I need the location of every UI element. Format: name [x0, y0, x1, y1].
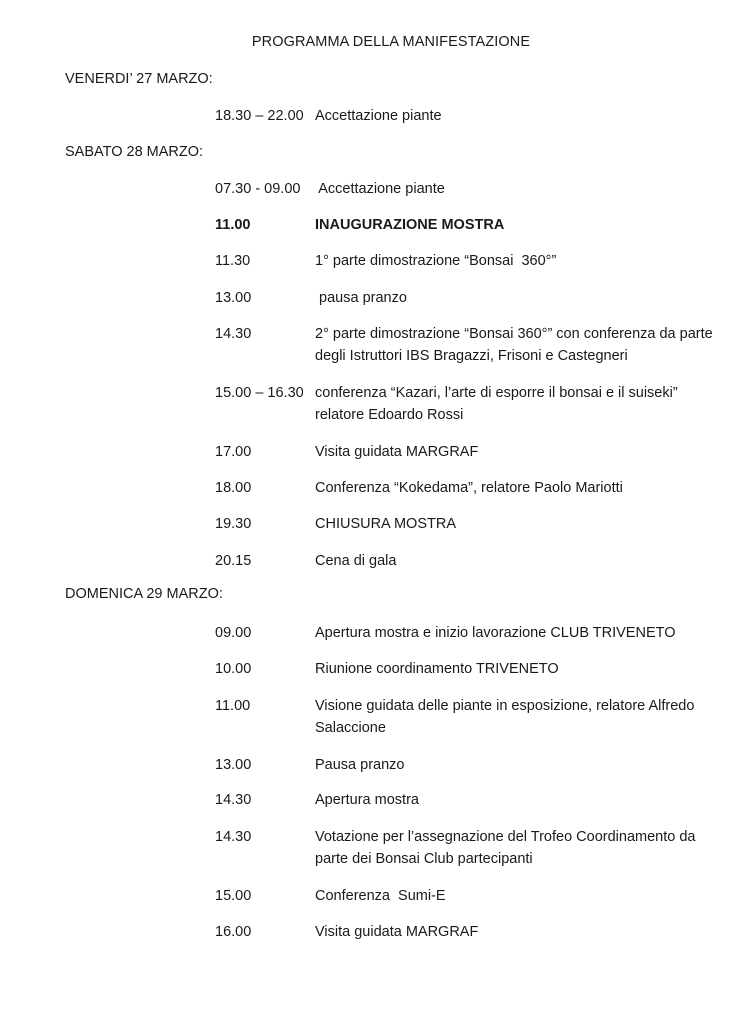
event-time: 11.00 — [215, 698, 251, 714]
schedule-row — [215, 382, 715, 426]
event-time: 11.00 — [215, 217, 251, 233]
schedule-row — [215, 622, 715, 644]
event-description: Accettazione piante — [315, 108, 442, 124]
day-heading-sunday: DOMENICA 29 MARZO: — [65, 586, 223, 602]
event-description: CHIUSURA MOSTRA — [315, 516, 456, 532]
schedule-row — [215, 105, 715, 127]
event-time: 18.00 — [215, 480, 252, 496]
page-title: PROGRAMMA DELLA MANIFESTAZIONE — [251, 34, 531, 50]
schedule-row — [215, 695, 715, 739]
event-time: 15.00 — [215, 888, 252, 904]
schedule-row — [215, 754, 715, 776]
schedule-row — [215, 214, 715, 236]
event-time: 15.00 – 16.30 — [215, 385, 304, 401]
event-description: Conferenza Sumi-E — [315, 888, 446, 904]
event-description: Visita guidata MARGRAF — [315, 444, 479, 460]
schedule-row — [215, 287, 715, 309]
schedule-row — [215, 477, 715, 499]
schedule-row — [215, 178, 715, 200]
day-heading-friday: VENERDI’ 27 MARZO: — [65, 71, 213, 87]
day-heading-saturday: SABATO 28 MARZO: — [65, 144, 204, 160]
event-description: Apertura mostra e inizio lavorazione CLUB TRIVENETO — [315, 625, 676, 641]
schedule-row — [215, 550, 715, 572]
event-time: 07.30 - 09.00 — [215, 181, 301, 197]
event-time: 14.30 — [215, 829, 252, 845]
event-description: Conferenza “Kokedama”, relatore Paolo Mariotti — [315, 480, 623, 496]
event-time: 14.30 — [215, 792, 252, 808]
schedule-row — [215, 921, 715, 943]
event-description: Accettazione piante — [315, 181, 445, 197]
schedule-row — [215, 513, 715, 535]
event-time: 10.00 — [215, 661, 252, 677]
event-description: INAUGURAZIONE MOSTRA — [315, 217, 505, 233]
event-time: 13.00 — [215, 757, 252, 773]
schedule-row — [215, 789, 715, 811]
event-time: 17.00 — [215, 444, 252, 460]
event-description: pausa pranzo — [315, 290, 407, 306]
event-description: Pausa pranzo — [315, 757, 405, 773]
event-time: 13.00 — [215, 290, 252, 306]
event-description: Visione guidata delle piante in esposizione, relatore Alfredo Salaccione — [315, 698, 695, 736]
event-time: 11.30 — [215, 253, 251, 269]
event-description: conferenza “Kazari, l’arte di esporre il bonsai e il suiseki” relatore Edoardo Rossi — [315, 385, 678, 423]
event-description: Votazione per l’assegnazione del Trofeo Coordinamento da parte dei Bonsai Club partecipanti — [315, 829, 696, 867]
event-description: Visita guidata MARGRAF — [315, 924, 479, 940]
event-description: Cena di gala — [315, 553, 397, 569]
schedule-row — [215, 323, 715, 367]
schedule-row — [215, 441, 715, 463]
event-description: Apertura mostra — [315, 792, 419, 808]
schedule-row — [215, 826, 715, 870]
schedule-row — [215, 658, 715, 680]
event-time: 18.30 – 22.00 — [215, 108, 304, 124]
event-description: 1° parte dimostrazione “Bonsai 360°” — [315, 253, 557, 269]
schedule-row — [215, 885, 715, 907]
event-time: 16.00 — [215, 924, 252, 940]
schedule-row — [215, 250, 715, 272]
event-time: 19.30 — [215, 516, 252, 532]
event-time: 14.30 — [215, 326, 252, 342]
event-description: 2° parte dimostrazione “Bonsai 360°” con conferenza da parte degli Istruttori IBS Bragazzi, Frisoni e Castegneri — [315, 326, 713, 364]
event-time: 20.15 — [215, 553, 252, 569]
event-time: 09.00 — [215, 625, 252, 641]
event-description: Riunione coordinamento TRIVENETO — [315, 661, 559, 677]
